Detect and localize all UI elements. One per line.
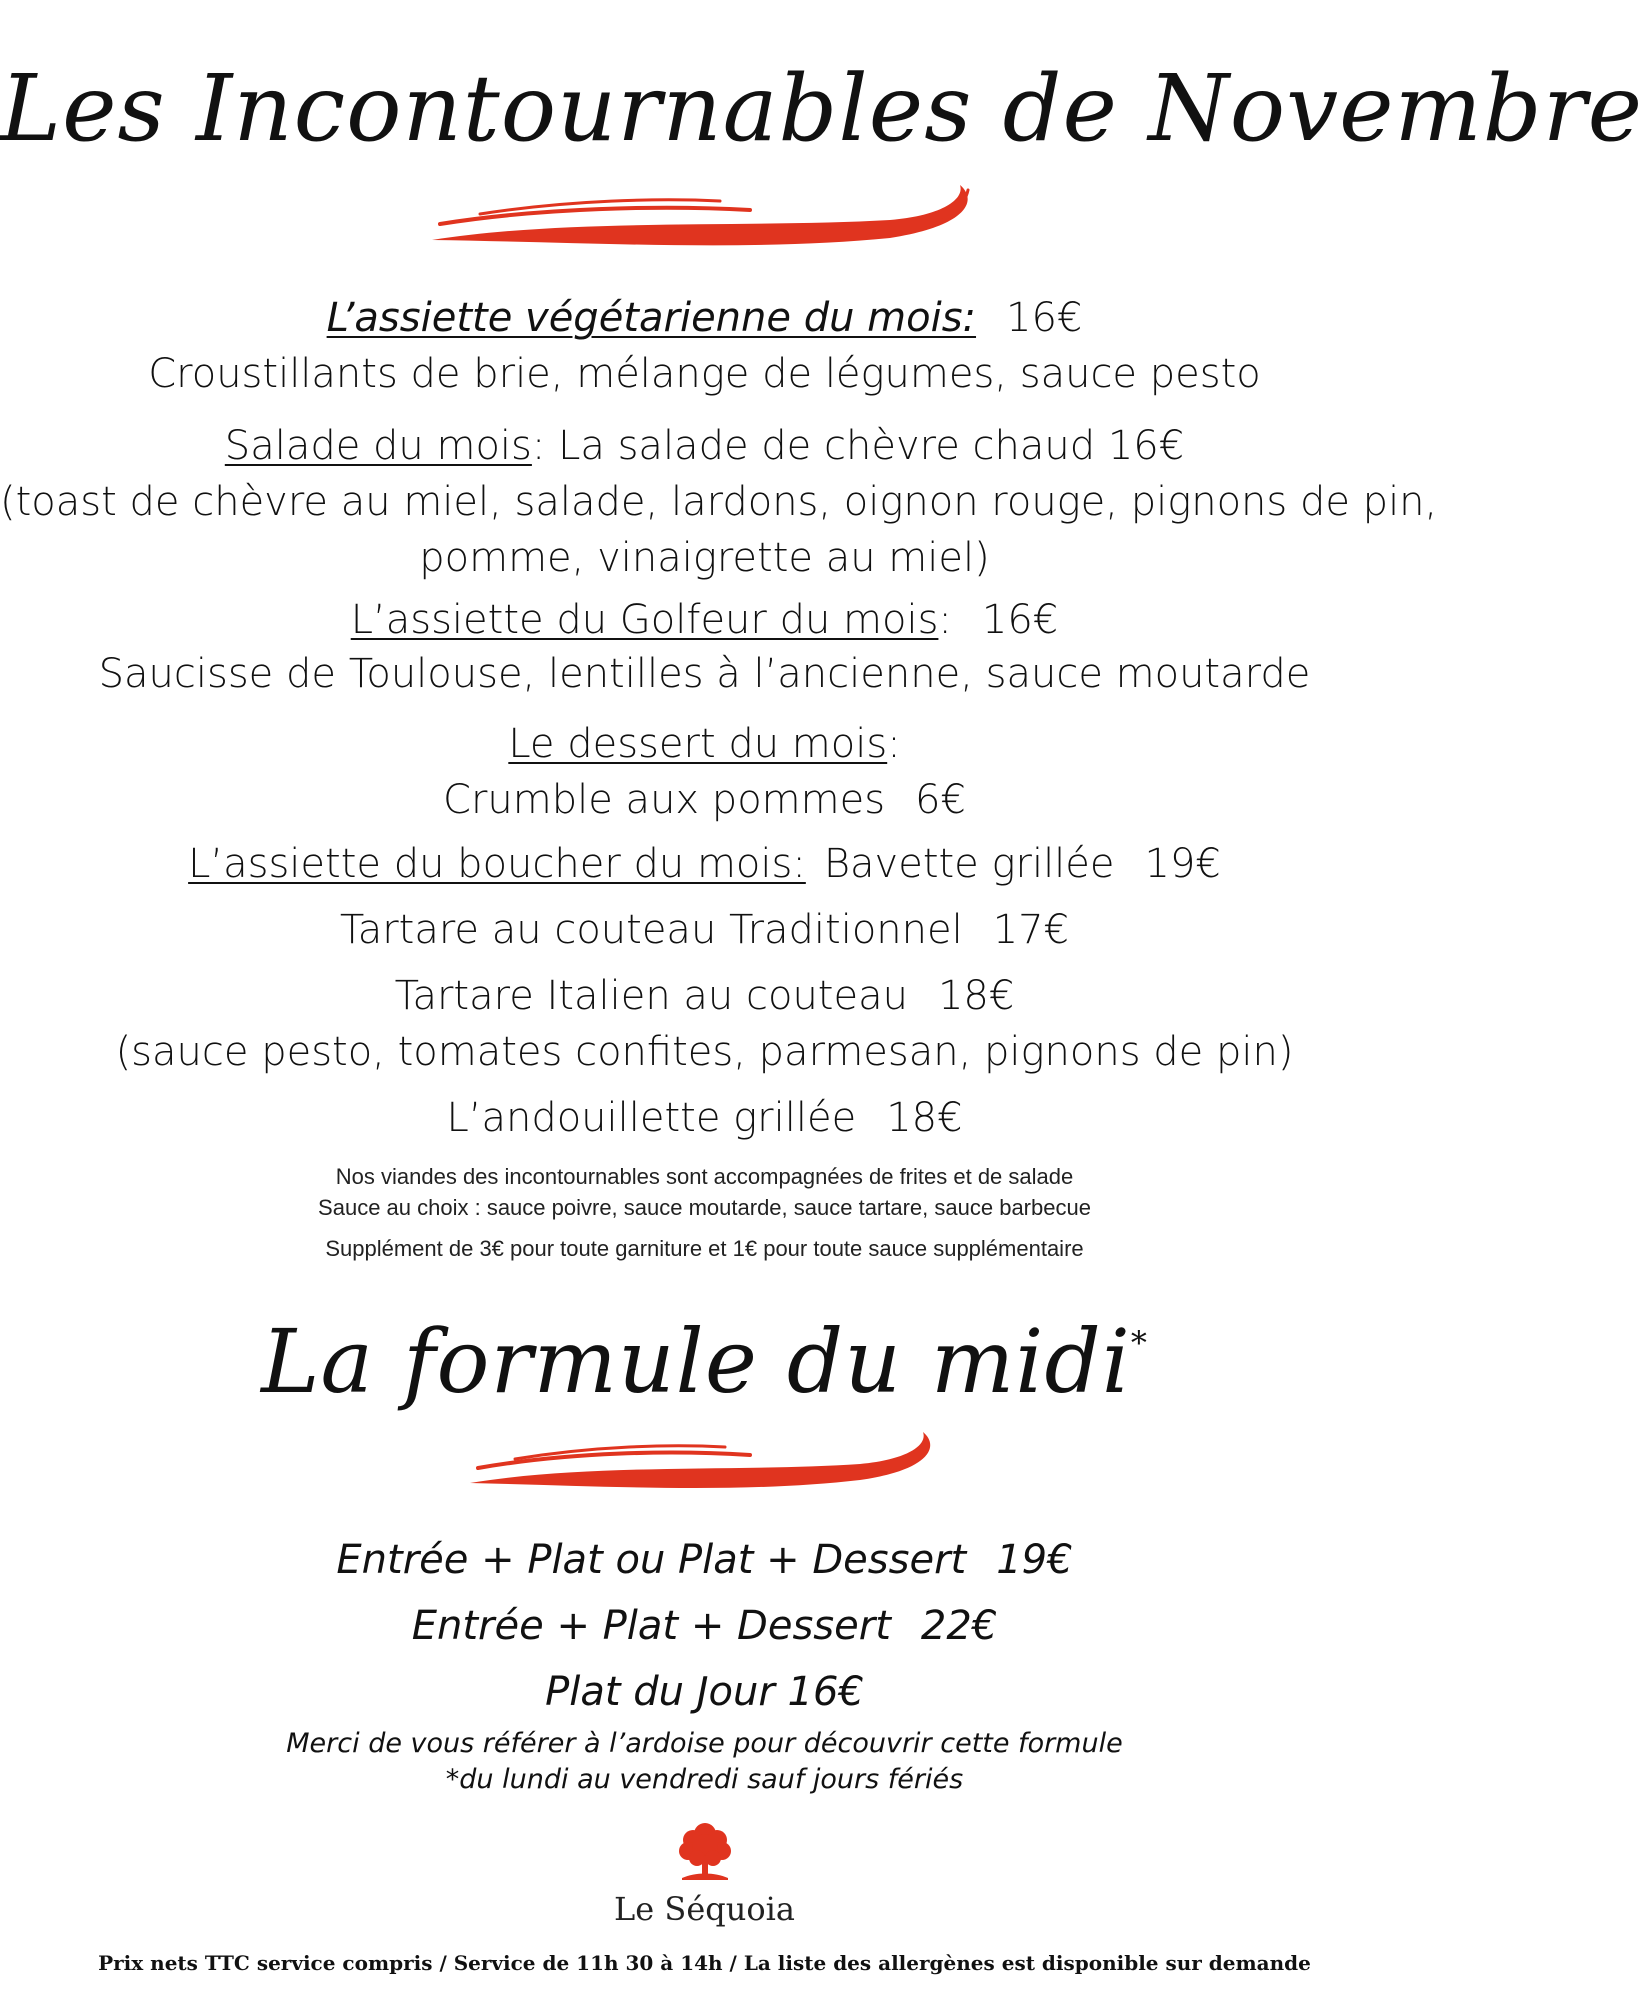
golf-plate-line [0, 592, 1409, 648]
formule-info: Merci de vous référer à l’ardoise pour découvrir cette formule [286, 1728, 1123, 1759]
dessert-label: Le dessert du mois [508, 721, 888, 767]
dessert-item-line [0, 772, 1409, 828]
veg-plate-label: L’assiette végétarienne du mois: [326, 295, 977, 341]
dessert-item: Crumble aux pommes [443, 777, 886, 823]
formule-option-2 [0, 1598, 1409, 1654]
veg-plate-description: Croustillants de brie, mélange de légumes, sauce pesto [148, 351, 1261, 397]
golf-plate-label: L’assiette du Golfeur du mois [350, 597, 939, 643]
salad-line [0, 418, 1409, 474]
formule-title [0, 1310, 1409, 1413]
veg-plate-price: 16€ [1006, 295, 1083, 341]
butcher-plate-line [0, 836, 1409, 892]
formule-title-text: La formule du midi [261, 1310, 1131, 1413]
andouillette-line [0, 1090, 1409, 1146]
tartare-it-price: 18€ [937, 973, 1015, 1019]
golf-plate-colon: : [938, 597, 952, 643]
footer-legal: Prix nets TTC service compris / Service de 11h 30 à 14h / La liste des allergènes est disponible sur demande [98, 1951, 1311, 1975]
golf-plate-price: 16€ [981, 597, 1059, 643]
tartare-trad-item: Tartare au couteau Traditionnel [339, 907, 963, 953]
andouillette-price: 18€ [886, 1095, 963, 1141]
veg-plate-line [0, 290, 1409, 346]
tartare-trad-line [0, 902, 1409, 958]
dessert-price: 6€ [915, 777, 966, 823]
tartare-trad-price: 17€ [992, 907, 1070, 953]
salad-description-2: pomme, vinaigrette au miel) [419, 535, 990, 581]
swoosh-decoration-bottom [460, 1428, 940, 1500]
formule-days: *du lundi au vendredi sauf jours fériés [445, 1764, 964, 1795]
formule-option-1-label: Entrée + Plat ou Plat + Dessert [336, 1537, 967, 1583]
brand-name: Le Séquoia [614, 1890, 795, 1928]
tartare-it-item: Tartare Italien au couteau [394, 973, 908, 1019]
formule-option-2-label: Entrée + Plat + Dessert [411, 1603, 891, 1649]
salad-title: : La salade de chèvre chaud 16€ [531, 423, 1185, 469]
tartare-it-line [0, 968, 1409, 1024]
dessert-line [0, 716, 1409, 772]
formule-option-3: Plat du Jour 16€ [545, 1669, 864, 1715]
page-title: Les Incontournables de Novembre [0, 55, 1643, 162]
swoosh-decoration-top [420, 180, 980, 260]
formule-option-1-price: 19€ [996, 1537, 1073, 1583]
tree-icon [678, 1820, 732, 1884]
note-sauces: Sauce au choix : sauce poivre, sauce moutarde, sauce tartare, sauce barbecue [318, 1195, 1091, 1220]
dessert-colon: : [887, 721, 901, 767]
butcher-plate-label: L’assiette du boucher du mois: [188, 841, 806, 887]
formule-option-1 [0, 1532, 1409, 1588]
butcher-plate-price: 19€ [1144, 841, 1221, 887]
salad-label: Salade du mois [224, 423, 532, 469]
note-supplement: Supplément de 3€ pour toute garniture et 1€ pour toute sauce supplémentaire [325, 1236, 1084, 1261]
note-accompaniment: Nos viandes des incontournables sont accompagnées de frites et de salade [335, 1164, 1074, 1189]
formule-option-2-price: 22€ [920, 1603, 998, 1649]
butcher-plate-item: Bavette grillée [823, 841, 1115, 887]
salad-description-1: (toast de chèvre au miel, salade, lardons, oignon rouge, pignons de pin, [0, 479, 1438, 525]
formule-asterisk: * [1130, 1324, 1148, 1362]
tartare-it-description: (sauce pesto, tomates confites, parmesan, pignons de pin) [115, 1029, 1294, 1075]
golf-plate-description: Saucisse de Toulouse, lentilles à l’ancienne, sauce moutarde [98, 651, 1311, 697]
andouillette-item: L’andouillette grillée [446, 1095, 857, 1141]
